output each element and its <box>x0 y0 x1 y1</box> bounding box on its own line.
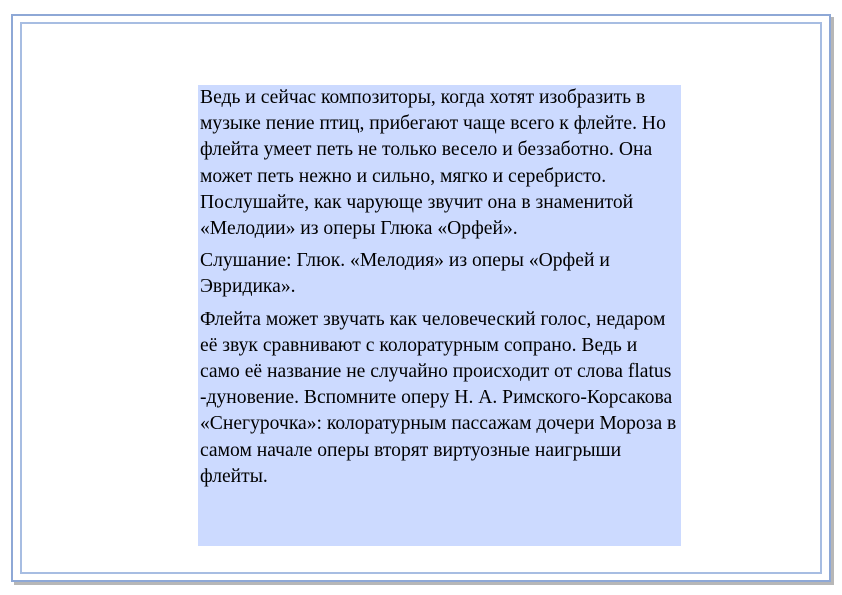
text-box <box>198 85 681 546</box>
paragraph-flute-birds: Ведь и сейчас композиторы, когда хотят изобразить в музыке пение птиц, прибегают чаще всего к флейте. Но флейта умеет петь не только весело и беззаботно. Она может петь нежно и сильно, мягко и серебристо. Послушайте, как чарующе звучит она в знаменитой «Мелодии» из оперы Глюка «Орфей». <box>200 87 666 240</box>
paragraph-listening: Слушание: Глюк. «Мелодия» из оперы «Орфей и Эвридика». <box>200 250 610 298</box>
paragraph-flute-voice: Флейта может звучать как человеческий голос, недаром её звук сравнивают с колоратурным сопрано. Ведь и само её название не случайно происходит от слова flatus -дуновение. Вспомните оперу Н. А. Римского-Корсакова «Снегурочка»: колоратурным пассажам дочери Мороза в самом начале оперы вторят виртуозные наигрыши флейты. <box>200 308 677 487</box>
